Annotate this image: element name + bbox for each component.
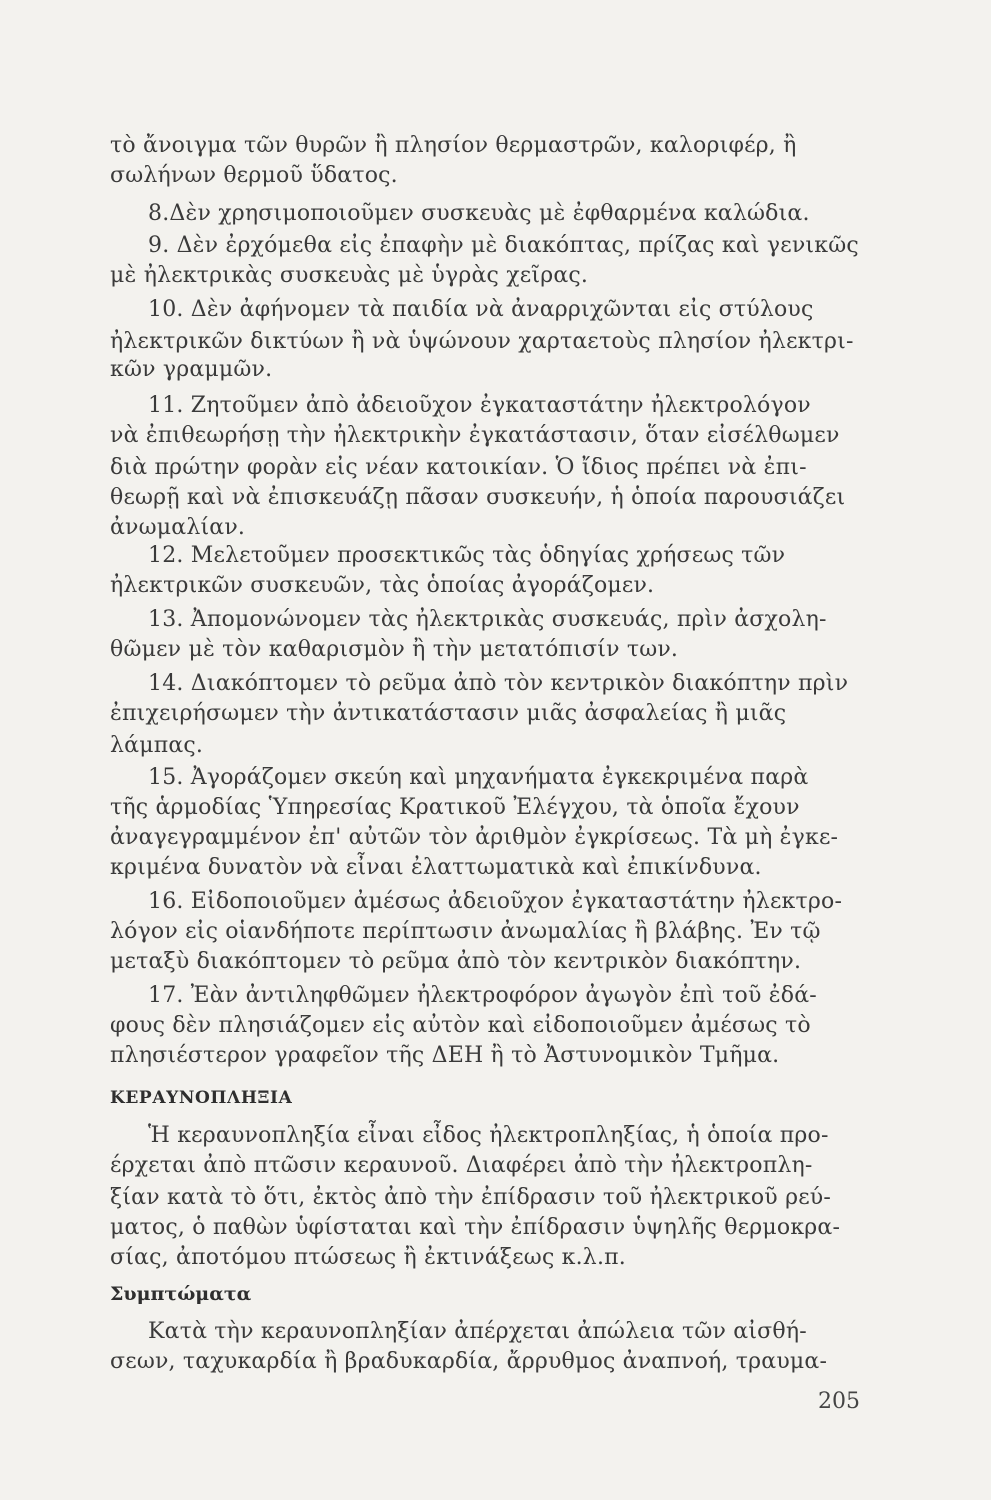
text-line: νὰ ἐπιθεωρήσῃ τὴν ἠλεκτρικὴν ἐγκατάστασιν, ὅταν εἰσέλθωμεν: [110, 423, 840, 448]
text-line: κῶν γραμμῶν.: [110, 357, 273, 382]
text-line: Ἡ κεραυνοπληξία εἶναι εἶδος ἠλεκτροπληξίας, ἡ ὁποία προ-: [148, 1123, 829, 1148]
text-line: πλησιέστερον γραφεῖον τῆς ΔΕΗ ἢ τὸ Ἀστυνομικὸν Τμῆμα.: [110, 1043, 780, 1068]
text-line: ξίαν κατὰ τὸ ὅτι, ἐκτὸς ἀπὸ τὴν ἐπίδρασιν τοῦ ἠλεκτρικοῦ ρεύ-: [110, 1185, 832, 1210]
text-line: ματος, ὁ παθὼν ὑφίσταται καὶ τὴν ἐπίδρασιν ὑψηλῆς θερμοκρα-: [110, 1215, 841, 1240]
text-line: ἀναγεγραμμένον ἐπ' αὐτῶν τὸν ἀριθμὸν ἐγκρίσεως. Τὰ μὴ ἐγκε-: [110, 825, 839, 850]
text-line: σωλήνων θερμοῦ ὕδατος.: [110, 163, 398, 188]
text-line: 9. Δὲν ἐρχόμεθα εἰς ἐπαφὴν μὲ διακόπτας, πρίζας καὶ γενικῶς: [148, 233, 859, 258]
text-line: ἀνωμαλίαν.: [110, 515, 246, 540]
text-line: 16. Εἰδοποιοῦμεν ἀμέσως ἀδειοῦχον ἐγκαταστάτην ἠλεκτρο-: [148, 889, 843, 914]
text-line: 12. Μελετοῦμεν προσεκτικῶς τὰς ὁδηγίας χρήσεως τῶν: [148, 543, 786, 568]
text-line: σεων, ταχυκαρδία ἢ βραδυκαρδία, ἄρρυθμος ἀναπνοή, τραυμα-: [110, 1349, 828, 1374]
text-line: ἠλεκτρικῶν συσκευῶν, τὰς ὁποίας ἀγοράζομεν.: [110, 573, 655, 598]
subsection-heading: Συμπτώματα: [110, 1283, 252, 1305]
text-line: 14. Διακόπτομεν τὸ ρεῦμα ἀπὸ τὸν κεντρικὸν διακόπτην πρὶν: [148, 671, 849, 696]
text-line: ἐπιχειρήσωμεν τὴν ἀντικατάστασιν μιᾶς ἀσφαλείας ἢ μιᾶς: [110, 701, 787, 726]
text-line: θεωρῇ καὶ νὰ ἐπισκευάζῃ πᾶσαν συσκευήν, ἡ ὁποία παρουσιάζει: [110, 485, 846, 510]
section-heading: ΚΕΡΑΥΝΟΠΛΗΞΙΑ: [110, 1088, 293, 1108]
text-line: 10. Δὲν ἀφήνομεν τὰ παιδία νὰ ἀναρριχῶνται εἰς στύλους: [148, 297, 814, 322]
text-line: λάμπας.: [110, 733, 204, 758]
text-line: 13. Ἀπομονώνομεν τὰς ἠλεκτρικὰς συσκευάς, πρὶν ἀσχολη-: [148, 607, 827, 632]
text-line: 8.Δὲν χρησιμοποιοῦμεν συσκευὰς μὲ ἐφθαρμένα καλώδια.: [148, 201, 810, 226]
text-line: τὸ ἄνοιγμα τῶν θυρῶν ἢ πλησίον θερμαστρῶν, καλοριφέρ, ἢ: [110, 133, 797, 158]
text-line: θῶμεν μὲ τὸν καθαρισμὸν ἢ τὴν μετατόπισίν των.: [110, 637, 679, 662]
text-line: 17. Ἐὰν ἀντιληφθῶμεν ἠλεκτροφόρον ἀγωγὸν ἐπὶ τοῦ ἐδά-: [148, 983, 817, 1008]
text-line: 11. Ζητοῦμεν ἀπὸ ἀδειοῦχον ἐγκαταστάτην ἠλεκτρολόγον: [148, 393, 811, 418]
text-line: μὲ ἠλεκτρικὰς συσκευὰς μὲ ὑγρὰς χεῖρας.: [110, 263, 589, 288]
text-line: 15. Ἀγοράζομεν σκεύη καὶ μηχανήματα ἐγκεκριμένα παρὰ: [148, 765, 809, 790]
text-line: διὰ πρώτην φορὰν εἰς νέαν κατοικίαν. Ὁ ἴδιος πρέπει νὰ ἐπι-: [110, 455, 807, 480]
text-line: ἠλεκτρικῶν δικτύων ἢ νὰ ὑψώνουν χαρταετοὺς πλησίον ἠλεκτρι-: [110, 329, 854, 354]
text-line: κριμένα δυνατὸν νὰ εἶναι ἐλαττωματικὰ καὶ ἐπικίνδυνα.: [110, 855, 762, 880]
page-number: 205: [818, 1389, 860, 1414]
text-line: φους δὲν πλησιάζομεν εἰς αὐτὸν καὶ εἰδοποιοῦμεν ἀμέσως τὸ: [110, 1013, 811, 1038]
text-line: τῆς ἁρμοδίας Ὑπηρεσίας Κρατικοῦ Ἐλέγχου, τὰ ὁποῖα ἔχουν: [110, 795, 800, 820]
text-line: λόγον εἰς οἱανδήποτε περίπτωσιν ἀνωμαλίας ἢ βλάβης. Ἐν τῷ: [110, 919, 821, 944]
text-line: σίας, ἀποτόμου πτώσεως ἢ ἐκτινάξεως κ.λ.π.: [110, 1245, 626, 1270]
text-line: έρχεται ἀπὸ πτῶσιν κεραυνοῦ. Διαφέρει ἀπὸ τὴν ἠλεκτροπλη-: [110, 1153, 813, 1178]
text-line: Κατὰ τὴν κεραυνοπληξίαν ἀπέρχεται ἀπώλεια τῶν αἰσθή-: [148, 1319, 807, 1344]
text-line: μεταξὺ διακόπτομεν τὸ ρεῦμα ἀπὸ τὸν κεντρικὸν διακόπτην.: [110, 949, 802, 974]
